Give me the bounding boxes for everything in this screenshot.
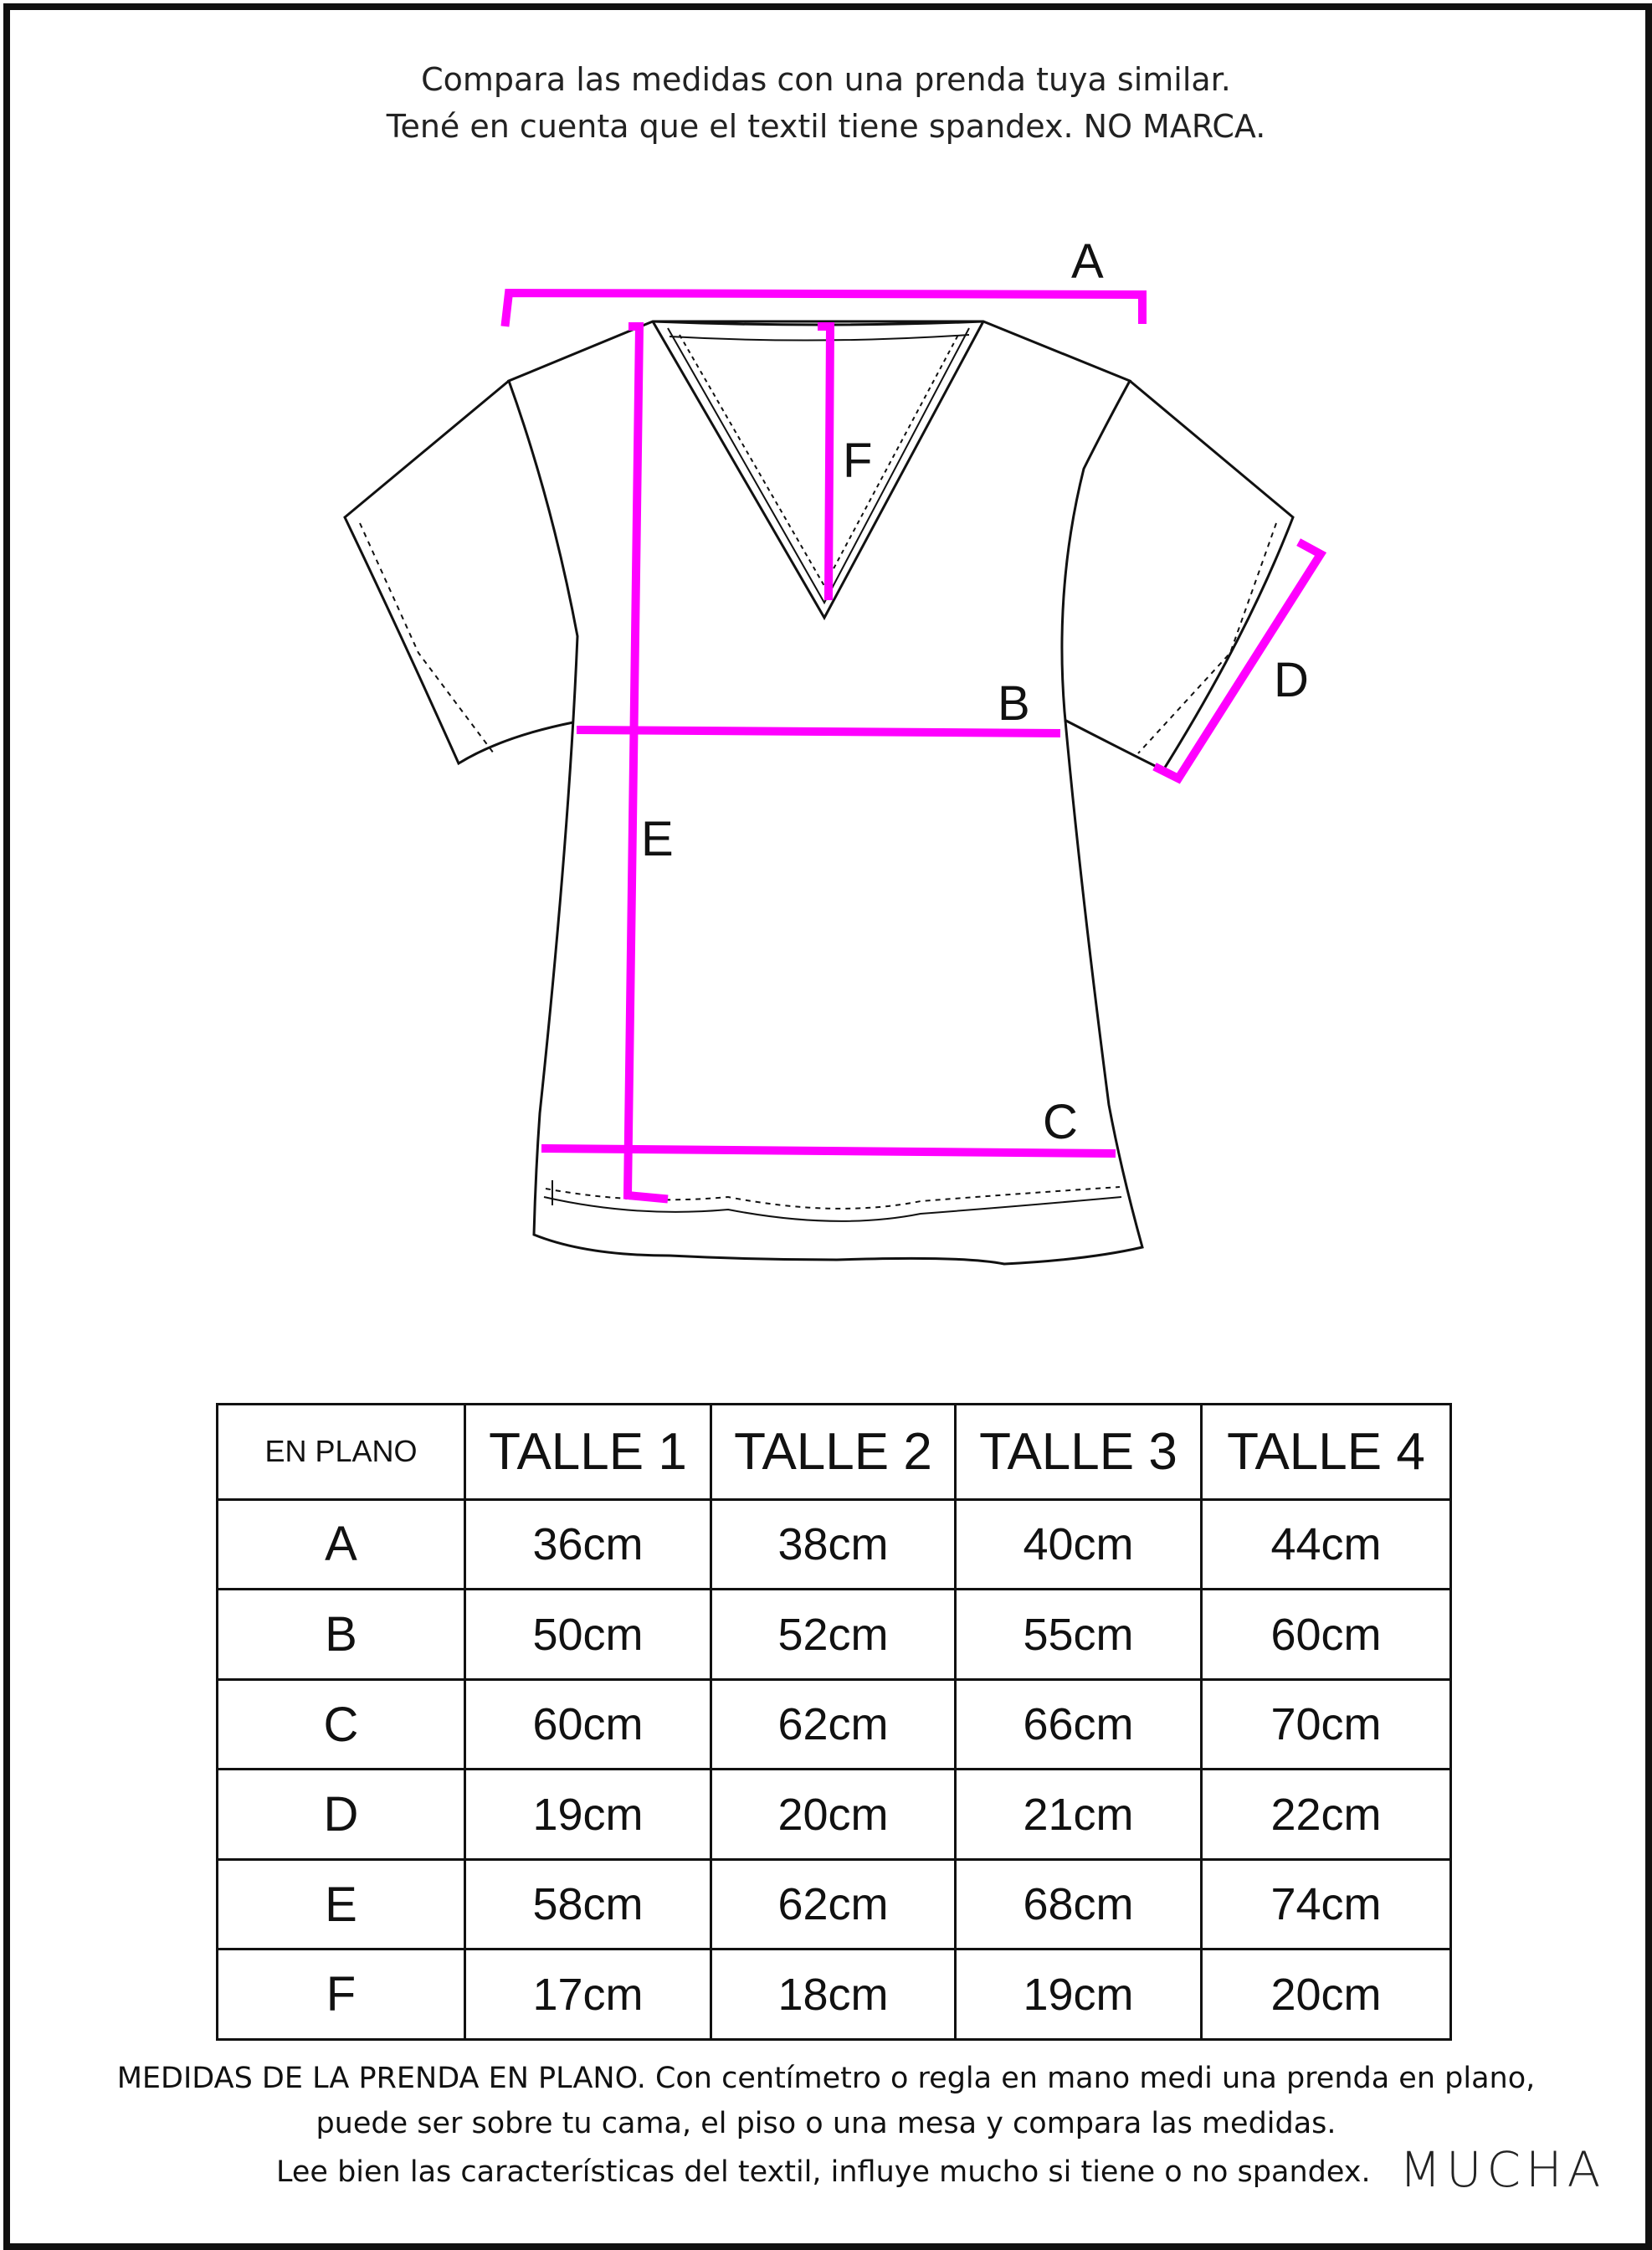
table-row-b <box>218 1590 1451 1680</box>
measure-c-line <box>546 1148 1111 1153</box>
measure-b-line <box>581 730 1056 733</box>
size-table <box>216 1403 1452 2041</box>
table-cell: 66cm <box>956 1679 1202 1770</box>
footer-note-line-1: MEDIDAS DE LA PRENDA EN PLANO. Con centímetro o regla en mano medi una prenda en plano, <box>116 2062 1536 2095</box>
table-cell: 20cm <box>1202 1949 1451 2040</box>
table-cell: 18cm <box>711 1949 956 2040</box>
table-row-c <box>218 1679 1451 1770</box>
table-row-d <box>218 1770 1451 1860</box>
measurement-lines <box>505 293 1321 1199</box>
table-cell: 70cm <box>1202 1679 1451 1770</box>
measure-a-line <box>505 293 1142 322</box>
label-e: E <box>641 812 674 866</box>
table-cell: 38cm <box>711 1499 956 1590</box>
table-cell: 60cm <box>465 1679 711 1770</box>
table-cell: 19cm <box>465 1770 711 1860</box>
table-cell: 20cm <box>711 1770 956 1860</box>
table-cell: 44cm <box>1202 1499 1451 1590</box>
row-label: C <box>218 1679 465 1770</box>
table-cell: 17cm <box>465 1949 711 2040</box>
table-cell: 58cm <box>465 1859 711 1949</box>
label-a: A <box>1071 234 1104 289</box>
row-label: F <box>218 1949 465 2040</box>
table-cell: 74cm <box>1202 1859 1451 1949</box>
table-cell: 40cm <box>956 1499 1202 1590</box>
table-row-e <box>218 1859 1451 1949</box>
table-cell: 62cm <box>711 1859 956 1949</box>
label-d: D <box>1274 653 1309 707</box>
row-label: A <box>218 1499 465 1590</box>
header-talle-4: TALLE 4 <box>1202 1405 1451 1500</box>
header-talle-2: TALLE 2 <box>711 1405 956 1500</box>
table-cell: 22cm <box>1202 1770 1451 1860</box>
table-row-f <box>218 1949 1451 2040</box>
table-cell: 19cm <box>956 1949 1202 2040</box>
header-talle-3: TALLE 3 <box>956 1405 1202 1500</box>
label-b: B <box>998 676 1030 731</box>
measure-f-line <box>822 326 830 596</box>
table-cell: 21cm <box>956 1770 1202 1860</box>
table-cell: 60cm <box>1202 1590 1451 1680</box>
brand-logo-text: MUCHA <box>1399 2141 1606 2198</box>
table-cell: 50cm <box>465 1590 711 1680</box>
table-cell: 55cm <box>956 1590 1202 1680</box>
table-cell: 36cm <box>465 1499 711 1590</box>
table-cell: 68cm <box>956 1859 1202 1949</box>
row-label: E <box>218 1859 465 1949</box>
table-corner-label: EN PLANO <box>218 1405 465 1500</box>
label-c: C <box>1043 1095 1078 1149</box>
tshirt-outline <box>345 321 1293 1264</box>
table-cell: 52cm <box>711 1590 956 1680</box>
intro-line-1: Compara las medidas con una prenda tuya similar. <box>421 61 1231 98</box>
footer-note-line-3: Lee bien las características del textil, influye mucho si tiene o no spandex. <box>276 2155 1371 2189</box>
measure-e-line <box>628 326 664 1199</box>
intro-line-2: Tené en cuenta que el textil tiene spandex. NO MARCA. <box>386 108 1266 145</box>
table-header-row <box>218 1405 1451 1500</box>
table-cell: 62cm <box>711 1679 956 1770</box>
row-label: B <box>218 1590 465 1680</box>
footer-note-line-2: puede ser sobre tu cama, el piso o una mesa y compara las medidas. <box>316 2107 1336 2140</box>
header-talle-1: TALLE 1 <box>465 1405 711 1500</box>
row-label: D <box>218 1770 465 1860</box>
label-f: F <box>843 434 873 488</box>
table-row-a <box>218 1499 1451 1590</box>
